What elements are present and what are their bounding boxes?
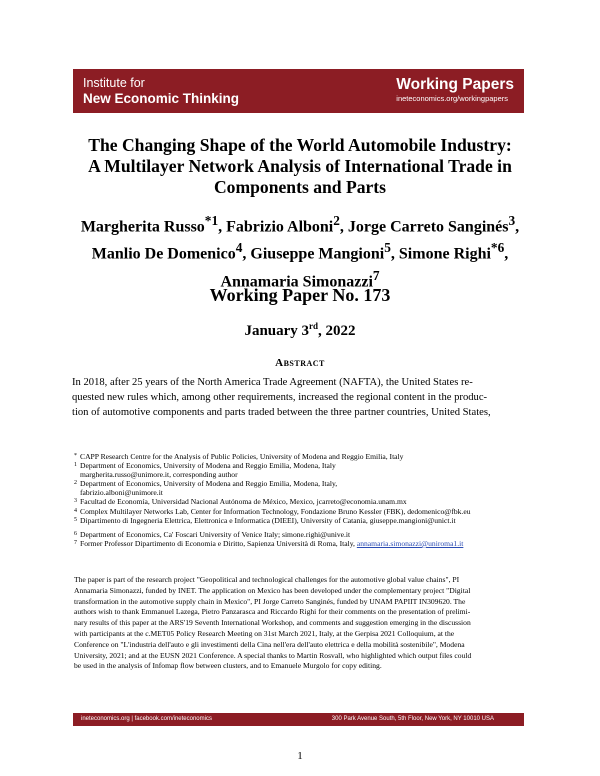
author-name: Margherita Russo (80, 218, 205, 236)
author-name: Manlio De Domenico (91, 245, 236, 263)
footer-links[interactable]: ineteconomics.org | facebook.com/ineteconomics (81, 716, 212, 722)
author-affiliation-mark: 4 (235, 240, 243, 256)
footnote-text: Department of Economics, Ca' Foscari University of Venice Italy; simone.righi@unive.it (80, 529, 351, 539)
author-separator: , (339, 218, 348, 236)
abstract-line: quested new rules which, among other requirements, increased the regional content in the produc- (72, 392, 488, 403)
org-name-line1: Institute for (83, 76, 145, 90)
abstract-line: In 2018, after 25 years of the North America Trade Agreement (NAFTA), the United States re- (72, 377, 473, 388)
acknowledgement-line: with participants at the c.MET05 Policy Research Meeting on 31st March 2021, Italy, at the Gerpisa 2021 Colloquium, at the (74, 628, 455, 638)
author-separator: , (242, 245, 251, 263)
abstract-text (72, 375, 530, 420)
footnote-mark: 2 (74, 480, 77, 487)
title-line: The Changing Shape of the World Automobile Industry: (88, 135, 512, 155)
date-ordinal: rd (309, 321, 319, 331)
series-url[interactable]: ineteconomics.org/workingpapers (396, 94, 509, 103)
acknowledgement-line: transformation in the automotive supply chain in Mexico", PI Jorge Carreto Sanginés, funded by UNAM PAPIIT IN309620. The (74, 596, 466, 606)
working-paper-number: Working Paper No. 173 (209, 285, 391, 305)
author-line (60, 210, 540, 237)
footnote-text: Department of Economics, University of Modena and Reggio Emilia, Modena, Italy, (80, 479, 338, 489)
footnote (74, 479, 534, 488)
acknowledgement-line: Annamaria Simonazzi, funded by INET. The application on Mexico has been developed under the complementary project "Digital (74, 585, 471, 595)
footnote-mark: 7 (74, 539, 77, 546)
author-separator: , (515, 218, 520, 236)
author-affiliation-mark: 7 (372, 267, 380, 283)
footer-address: 300 Park Avenue South, 5th Floor, New York, NY 10010 USA (331, 716, 494, 722)
author-name: Annamaria Simonazzi (220, 272, 373, 290)
footnote-text: Facultad de Economía, Universidad Nacional Autónoma de México, Mexico, jcarreto@economia.unam.mx (80, 497, 407, 507)
footnote-text: Department of Economics, University of Modena and Reggio Emilia, Modena, Italy (80, 461, 336, 471)
footnote-text: fabrizio.alboni@unimore.it (80, 488, 163, 498)
footnote-text: Complex Multilayer Networks Lab, Center for Information Technology, Fondazione Bruno Kessler (FBK), dedomenico@fbk.eu (80, 506, 471, 516)
acknowledgements (74, 575, 532, 672)
footnote (74, 516, 534, 525)
footnote (74, 452, 534, 461)
footnote-mark: 6 (74, 530, 77, 537)
footnote (74, 461, 534, 470)
author-affiliation-mark: 2 (333, 213, 340, 228)
footnote-mark: 4 (74, 507, 77, 514)
author-affiliation-mark: *1 (204, 213, 219, 228)
footnote-text: Former Professor Dipartimento di Economia e Diritto, Sapienza Università di Roma, Italy, (80, 538, 357, 548)
acknowledgement-line: authors wish to thank Emmanuel Lazega, Pietro Panzarasca and Riccardo Righi for their comments on the presentation of prelimi- (74, 607, 471, 617)
footnote (74, 507, 534, 516)
footnote (74, 539, 534, 548)
footnotes (74, 452, 534, 548)
author-separator: , (218, 218, 227, 236)
date-prefix: January 3 (244, 323, 310, 339)
footnote-mark: * (74, 453, 77, 459)
page-number: 1 (297, 750, 303, 762)
footnote-text: Dipartimento di Ingegneria Elettrica, Elettronica e Informatica (DIEEI), University of Catania, giuseppe.mangioni@unict.it (80, 515, 456, 525)
abstract-heading (60, 357, 540, 369)
author-affiliation-mark: *6 (490, 240, 505, 256)
email-link[interactable]: annamaria.simonazzi@uniroma1.it (356, 538, 464, 548)
acknowledgement-line: nary results of this paper at the ARS'19 Seventh International Workshop, and comments and suggestion emerging in the discussion (74, 618, 471, 628)
footnote-mark: 3 (74, 498, 77, 505)
header-banner (73, 69, 524, 113)
abstract-heading-text: Abstract (275, 357, 325, 369)
title-line: Components and Parts (213, 177, 387, 197)
acknowledgement-line: The paper is part of the research project "Geopolitical and technological challenges for the automotive global value chains", PI (74, 575, 460, 584)
footnote-continuation (74, 488, 534, 497)
institute-logo-text (83, 76, 239, 106)
author-name: Jorge Carreto Sanginés (347, 218, 509, 236)
author-affiliation-mark: 3 (508, 213, 516, 228)
abstract-line: tion of automotive components and parts traded between the three partner countries, United States, (72, 407, 491, 418)
author-name: Simone Righi (398, 245, 491, 263)
series-title: Working Papers (396, 76, 514, 93)
footnote (74, 530, 534, 539)
footnote-text: margherita.russo@unimore.it, corresponding author (80, 470, 238, 480)
footnote (74, 497, 534, 506)
acknowledgement-line: University, 2021; and at the EUSN 2021 Conference. A special thanks to Martin Rosvall, who highlighted which output files could (74, 650, 472, 660)
author-name: Fabrizio Alboni (226, 218, 334, 236)
org-name-line2: New Economic Thinking (83, 91, 240, 106)
author-name: Giuseppe Mangioni (250, 245, 385, 263)
footnote-continuation (74, 470, 534, 479)
date-suffix: , 2022 (318, 323, 356, 339)
author-separator: , (504, 245, 509, 263)
acknowledgement-line: be used in the analysis of Infomap flow between clusters, and to Emanuele Murgolo for copy editing. (74, 661, 382, 671)
author-affiliation-mark: 5 (384, 240, 391, 256)
publication-date (60, 321, 540, 340)
footnote-mark: 5 (74, 516, 77, 523)
acknowledgement-line: Conference on "L'industria dell'auto e gli investimenti della Cina nell'era dell'auto elettrica e della mobilità sostenibile", Modena (74, 639, 465, 649)
author-separator: , (390, 245, 399, 263)
footnote-mark: 1 (74, 462, 77, 469)
footer-banner (73, 713, 524, 726)
author-line (60, 237, 540, 264)
title-line: A Multilayer Network Analysis of International Trade in (88, 156, 512, 176)
footnote-text: CAPP Research Centre for the Analysis of Public Policies, University of Modena and Reggio Emilia, Italy (80, 452, 404, 461)
paper-title (60, 135, 540, 198)
author-list (60, 210, 540, 292)
series-block (396, 76, 514, 104)
